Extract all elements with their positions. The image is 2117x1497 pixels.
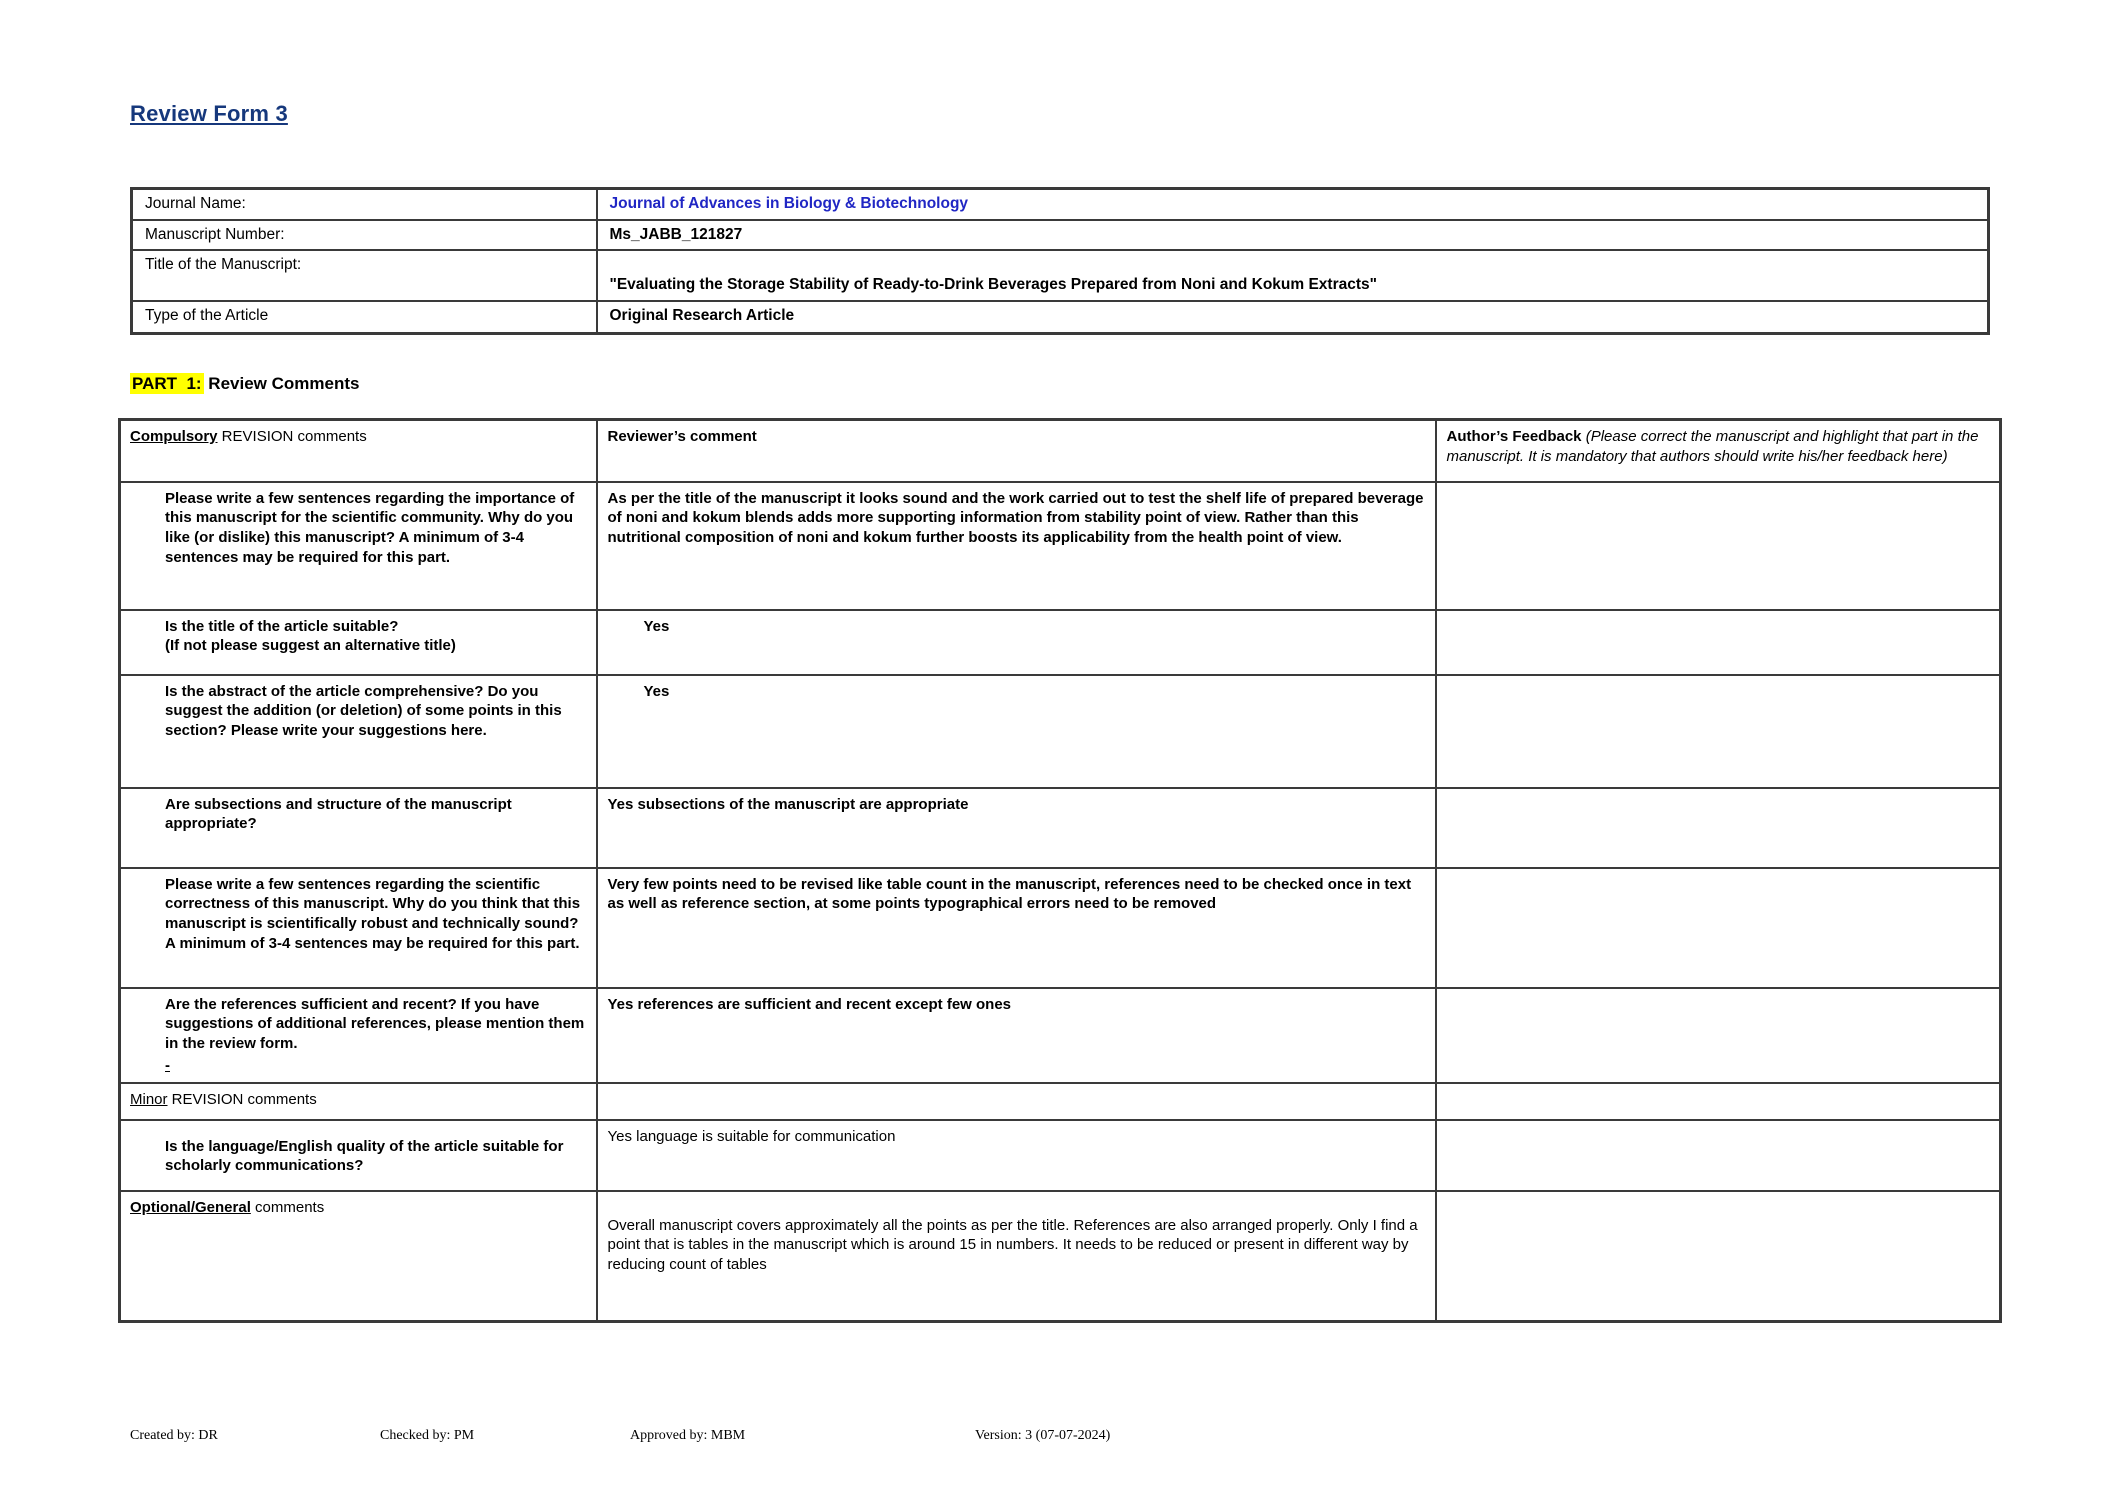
manuscript-number-label: Manuscript Number: bbox=[132, 220, 597, 250]
document-title-link[interactable]: Review Form 3 bbox=[130, 101, 288, 126]
dash-mark: - bbox=[165, 1056, 170, 1074]
table-row bbox=[120, 675, 2001, 788]
feedback-cell[interactable] bbox=[1436, 1120, 2001, 1191]
question-line: Is the title of the article suitable? bbox=[165, 617, 399, 635]
minor-label-rest: REVISION comments bbox=[167, 1090, 317, 1108]
question-abstract: Is the abstract of the article comprehensive? Do you suggest the addition (or deletion) of some points in this section? Please write your suggestions here. bbox=[120, 675, 597, 788]
answer-optional: Overall manuscript covers approximately all the points as per the title. References are also arranged properly. Only I find a point that is tables in the manuscript which is around 15 in numbers. It needs to be reduced or present in different way by reducing count of tables bbox=[597, 1191, 1436, 1322]
table-row bbox=[120, 988, 2001, 1083]
table-row bbox=[132, 189, 1989, 220]
question-correctness: Please write a few sentences regarding the scientific correctness of this manuscript. Why do you think that this manuscript is scientifically robust and technically sound? A minimum of 3-4 sentences may be required for this part. bbox=[120, 868, 597, 988]
feedback-cell[interactable] bbox=[1436, 1191, 2001, 1322]
minor-section-header bbox=[120, 1083, 597, 1120]
table-row bbox=[132, 250, 1989, 301]
footer-version: Version: 3 (07-07-2024) bbox=[975, 1428, 1111, 1443]
question-references bbox=[120, 988, 597, 1083]
feedback-cell[interactable] bbox=[1436, 675, 2001, 788]
table-row bbox=[120, 1191, 2001, 1322]
author-feedback-label: Author’s Feedback bbox=[1446, 428, 1586, 445]
author-feedback-header bbox=[1436, 420, 2001, 482]
answer-language: Yes language is suitable for communication bbox=[597, 1120, 1436, 1191]
part1-title: Review Comments bbox=[203, 374, 360, 393]
manuscript-title-text: "Evaluating the Storage Stability of Ready-to-Drink Beverages Prepared from Noni and Kokum Extracts" bbox=[609, 275, 1377, 293]
journal-name-value: Journal of Advances in Biology & Biotechnology bbox=[597, 189, 1989, 220]
answer-importance: As per the title of the manuscript it looks sound and the work carried out to test the shelf life of prepared beverage of noni and kokum blends adds more supporting information from stability point of view. Rather than this nutritional composition of noni and kokum further boosts its applicability from the health point of view. bbox=[597, 482, 1436, 610]
feedback-cell[interactable] bbox=[1436, 610, 2001, 675]
manuscript-title-value bbox=[597, 250, 1989, 301]
question-line: Are the references sufficient and recent? If you have suggestions of additional references, please mention them in the review form. bbox=[165, 995, 585, 1053]
journal-info-table bbox=[130, 187, 1990, 335]
optional-section-header bbox=[120, 1191, 597, 1322]
part1-heading bbox=[130, 374, 359, 394]
footer-created-by: Created by: DR bbox=[130, 1428, 218, 1443]
article-type-label: Type of the Article bbox=[132, 301, 597, 334]
article-type-value: Original Research Article bbox=[597, 301, 1989, 334]
empty-cell bbox=[597, 1083, 1436, 1120]
footer-checked-by: Checked by: PM bbox=[380, 1428, 475, 1443]
compulsory-label-rest: REVISION comments bbox=[217, 428, 367, 445]
table-row bbox=[120, 482, 2001, 610]
manuscript-number-value: Ms_JABB_121827 bbox=[597, 220, 1989, 250]
answer-subsections: Yes subsections of the manuscript are appropriate bbox=[597, 788, 1436, 868]
answer-abstract: Yes bbox=[597, 675, 1436, 788]
footer-approved-by: Approved by: MBM bbox=[630, 1428, 746, 1443]
answer-title-suitable: Yes bbox=[597, 610, 1436, 675]
reviewer-comment-header: Reviewer’s comment bbox=[597, 420, 1436, 482]
journal-name-label: Journal Name: bbox=[132, 189, 597, 220]
feedback-cell[interactable] bbox=[1436, 1083, 2001, 1120]
answer-references: Yes references are sufficient and recent except few ones bbox=[597, 988, 1436, 1083]
review-comments-table bbox=[118, 418, 2002, 1323]
table-row bbox=[120, 788, 2001, 868]
optional-label: Optional/General bbox=[130, 1198, 251, 1216]
feedback-cell[interactable] bbox=[1436, 788, 2001, 868]
answer-correctness: Very few points need to be revised like table count in the manuscript, references need to be checked once in text as well as reference section, at some points typographical errors need to be removed bbox=[597, 868, 1436, 988]
feedback-cell[interactable] bbox=[1436, 868, 2001, 988]
feedback-cell[interactable] bbox=[1436, 482, 2001, 610]
question-language: Is the language/English quality of the article suitable for scholarly communications? bbox=[120, 1120, 597, 1191]
table-row bbox=[120, 868, 2001, 988]
section-row bbox=[120, 1083, 2001, 1120]
question-subsections: Are subsections and structure of the manuscript appropriate? bbox=[120, 788, 597, 868]
table-row bbox=[120, 1120, 2001, 1191]
question-importance: Please write a few sentences regarding the importance of this manuscript for the scientific community. Why do you like (or dislike) this manuscript? A minimum of 3-4 sentences may be required for this part. bbox=[120, 482, 597, 610]
optional-label-rest: comments bbox=[250, 1198, 325, 1216]
feedback-cell[interactable] bbox=[1436, 988, 2001, 1083]
table-row bbox=[132, 301, 1989, 334]
author-feedback-note: (Please correct the manuscript and highlight that part in the manuscript. It is mandatory that authors should write his/her feedback here) bbox=[1446, 428, 1979, 465]
compulsory-section-header bbox=[120, 420, 597, 482]
manuscript-title-label: Title of the Manuscript: bbox=[132, 250, 597, 301]
header-row bbox=[120, 420, 2001, 482]
question-line: (If not please suggest an alternative title) bbox=[165, 637, 456, 655]
part1-badge: PART 1: bbox=[132, 374, 202, 393]
minor-label: Minor bbox=[130, 1090, 168, 1108]
question-title-suitable bbox=[120, 610, 597, 675]
table-row bbox=[120, 610, 2001, 675]
table-row bbox=[132, 220, 1989, 250]
compulsory-label: Compulsory bbox=[130, 428, 218, 445]
